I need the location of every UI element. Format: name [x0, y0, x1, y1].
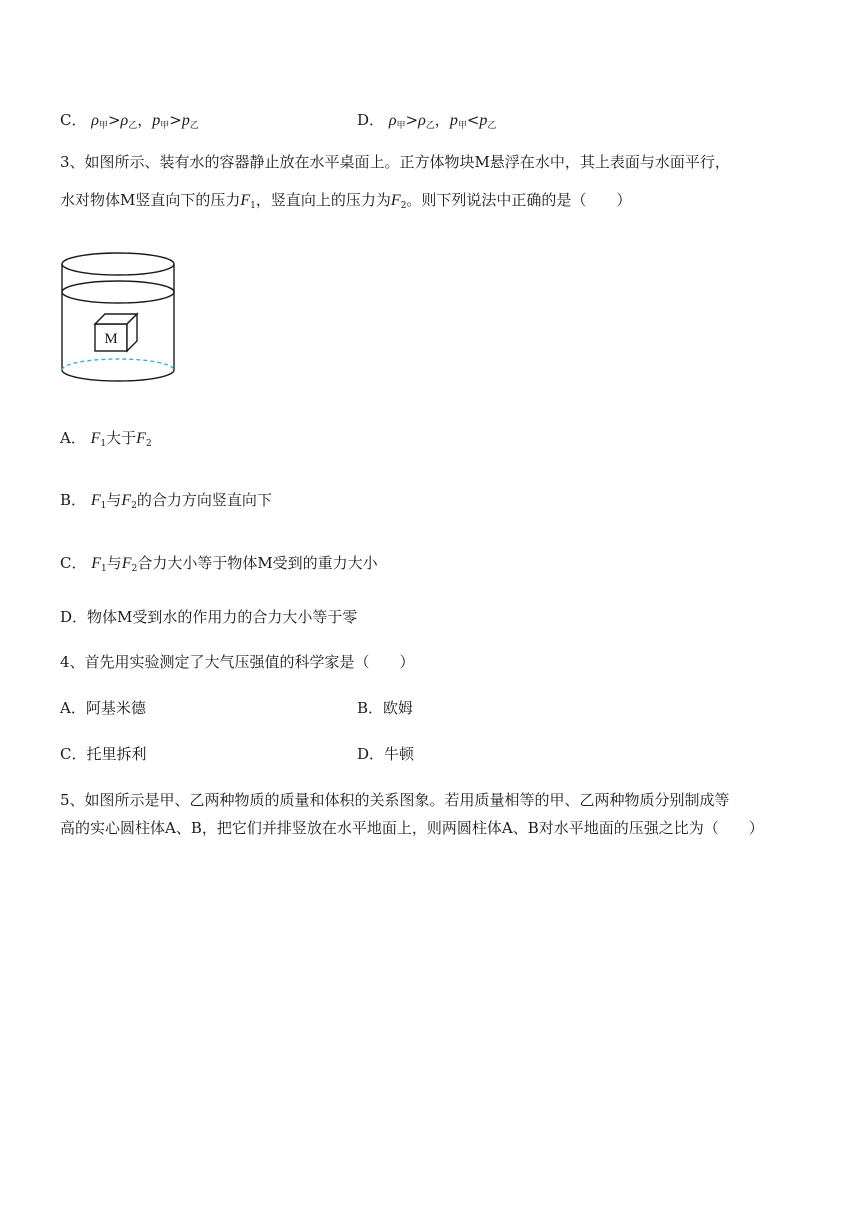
q5-stem-line1: 5、如图所示是甲、乙两种物质的质量和体积的关系图象。若用质量相等的甲、乙两种物质分别制成等: [60, 791, 730, 809]
q2-option-d[interactable]: D． $\rho_甲>\rho_乙$，$p_甲<p_乙$: [357, 111, 497, 131]
q4-option-c[interactable]: C．托里拆利: [60, 745, 147, 763]
container-bottom-front: [62, 370, 174, 381]
q3-stem-line1: 3、如图所示、装有水的容器静止放在水平桌面上。正方体物块M悬浮在水中，其上表面与水面平行，: [60, 153, 730, 171]
q4-option-a[interactable]: A．阿基米德: [60, 699, 146, 717]
q2-option-c[interactable]: C． $\rho_甲>\rho_乙$，$p_甲>p_乙$: [60, 111, 199, 131]
q4-option-b[interactable]: B．欧姆: [357, 699, 414, 717]
container-bottom-back: [62, 359, 174, 370]
q3-option-b[interactable]: B． $F_1$与$F_2$的合力方向竖直向下: [60, 491, 272, 511]
q3-option-c[interactable]: C． $F_1$与$F_2$合力大小等于物体M受到的重力大小: [60, 554, 378, 574]
q4-stem: 4、首先用实验测定了大气压强值的科学家是（ ）: [60, 653, 415, 671]
water-surface-back: [62, 281, 174, 292]
cube-label: M: [104, 331, 118, 347]
q3-option-d[interactable]: D．物体M受到水的作用力的合力大小等于零: [60, 608, 358, 626]
q4-option-d[interactable]: D．牛顿: [357, 745, 415, 763]
q3-option-a[interactable]: A． $F_1$大于$F_2$: [60, 429, 152, 449]
container-figure: [56, 248, 182, 390]
q5-stem-line2: 高的实心圆柱体A、B，把它们并排竖放在水平地面上，则两圆柱体A、B对水平地面的压强之比为（ ）: [60, 819, 764, 837]
q3-stem-line2: 水对物体M竖直向下的压力$F_1$，竖直向上的压力为$F_2$。则下列说法中正确的是（ ）: [60, 191, 632, 211]
water-surface-front: [62, 292, 174, 303]
container-rim: [62, 253, 174, 275]
